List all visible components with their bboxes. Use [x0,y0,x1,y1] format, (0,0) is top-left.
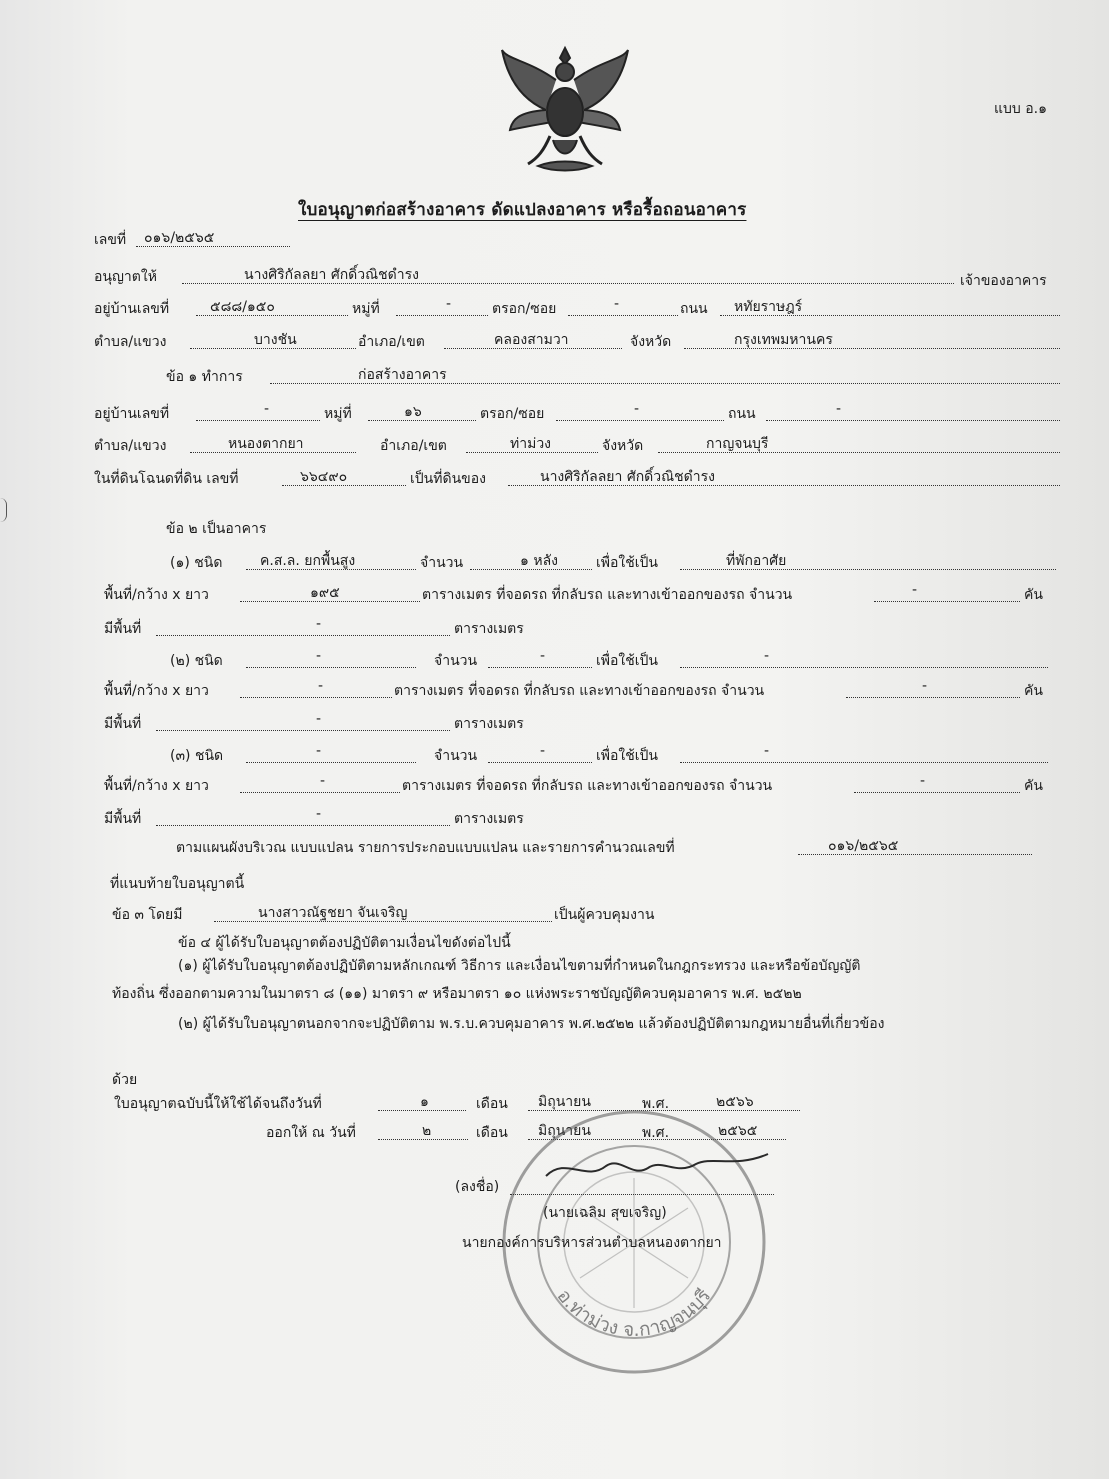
building-parking-label: ตารางเมตร ที่จอดรถ ที่กลับรถ และทางเข้าออกของรถ จำนวน [394,683,765,699]
building-1-parking: - [912,582,918,598]
parking-unit: คัน [1024,683,1043,699]
site-house-no: - [264,401,270,417]
issued-day: ๒ [422,1123,432,1139]
owner-house-no: ๕๘๘/๑๕๐ [210,299,275,315]
plan-text: ตามแผนผังบริเวณ แบบแปลน รายการประกอบแบบแปลน และรายการคำนวณเลขที่ [176,840,675,856]
plan-number: ๐๑๖/๒๕๖๕ [828,838,899,854]
site-road: - [836,401,842,417]
building-area-label: พื้นที่/กว้าง x ยาว [104,587,209,603]
site-soi: - [634,401,640,417]
owner-province: กรุงเทพมหานคร [734,332,833,348]
floor-unit: ตารางเมตร [454,811,524,827]
site-address-row1 [94,403,1064,427]
moo-label: หมู่ที่ [352,301,380,317]
province-label: จังหวัด [630,334,672,350]
site-tambon: หนองตากยา [228,436,304,452]
land-deed-number: ๖๖๔๙๐ [300,469,348,485]
amphoe-label: อำเภอ/เขต [358,334,425,350]
validity-year-label: พ.ศ. [642,1096,670,1112]
owner-row [94,266,1064,290]
building-3-parking: - [920,773,926,789]
site-soi-label: ตรอก/ซอย [480,406,545,422]
owner-address-row2 [94,331,1064,355]
permit-number: ๐๑๖/๒๕๖๕ [144,230,215,246]
handwritten-signature [536,1148,776,1188]
signatory-name: (นายเฉลิม สุขเจริญ) [543,1205,667,1221]
building-3-area-row [104,775,1054,799]
owner-tambon: บางชัน [254,332,297,348]
house-no-label: อยู่บ้านเลขที่ [94,301,170,317]
site-moo: ๑๖ [404,404,422,420]
building-1-floor-row [104,618,554,642]
building-2-count: - [540,648,546,664]
building-parking-label: ตารางเมตร ที่จอดรถ ที่กลับรถ และทางเข้าออกของรถ จำนวน [422,587,793,603]
building-2-type-row [170,650,1060,674]
owner-moo: - [446,296,452,312]
plan-attachment-text: ที่แนบท้ายใบอนุญาตนี้ [110,876,245,892]
document-title: ใบอนุญาตก่อสร้างอาคาร ดัดแปลงอาคาร หรือรื้อถอนอาคาร [298,200,747,220]
land-owner-label: เป็นที่ดินของ [410,471,486,487]
building-type-label: (๒) ชนิด [170,653,223,669]
condition-1-line1: (๑) ผู้ได้รับใบอนุญาตต้องปฏิบัติตามหลักเกณฑ์ วิธีการ และเงื่อนไขตามที่กำหนดในกฎกระทรวง และหรือข้อบัญญัติ [178,958,861,974]
building-use-label: เพื่อใช้เป็น [596,748,659,764]
floor-unit: ตารางเมตร [454,621,524,637]
building-2-area-row [104,680,1054,704]
building-3-type-row [170,745,1060,769]
site-address-row2 [94,435,1064,459]
building-1-floor: - [316,616,322,632]
site-house-label: อยู่บ้านเลขที่ [94,406,170,422]
building-area-label: พื้นที่/กว้าง x ยาว [104,778,209,794]
condition-2-line2: ด้วย [112,1072,138,1088]
owner-address-row1 [94,298,1064,322]
floor-label: มีพื้นที่ [104,716,142,732]
parking-unit: คัน [1024,778,1043,794]
floor-unit: ตารางเมตร [454,716,524,732]
validity-month-label: เดือน [476,1096,508,1112]
building-2-area: - [318,678,324,694]
issued-month-label: เดือน [476,1125,508,1141]
building-1-count: ๑ หลัง [520,553,558,569]
permit-number-label: เลขที่ [94,232,127,248]
site-road-label: ถนน [728,406,756,422]
building-2-type: - [316,648,322,664]
building-2-floor-row [104,713,554,737]
owner-soi: - [614,296,620,312]
signatory-position: นายกองค์การบริหารส่วนตำบลหนองตากยา [462,1235,722,1251]
building-use-label: เพื่อใช้เป็น [596,555,659,571]
owner-road: หทัยราษฎร์ [734,299,803,315]
site-amphoe-label: อำเภอ/เขต [380,438,447,454]
issued-year: ๒๕๖๕ [718,1123,758,1139]
owner-amphoe: คลองสามวา [494,332,569,348]
building-use-label: เพื่อใช้เป็น [596,653,659,669]
form-code: แบบ อ.๑ [994,101,1047,117]
floor-label: มีพื้นที่ [104,811,142,827]
building-1-use: ที่พักอาศัย [726,553,787,569]
parking-unit: คัน [1024,587,1043,603]
site-tambon-label: ตำบล/แขวง [94,438,167,454]
building-2-floor: - [316,711,322,727]
stamp-text: อ.ท่าม่วง จ.กาญจนบุรี [552,1285,716,1342]
issued-month: มิถุนายน [538,1123,591,1139]
building-count-label: จำนวน [434,748,478,764]
validity-month: มิถุนายน [538,1094,591,1110]
plan-row [176,837,1036,861]
building-3-count: - [540,743,546,759]
building-type-label: (๓) ชนิด [170,748,224,764]
site-amphoe: ท่าม่วง [510,436,552,452]
garuda-emblem-icon [498,40,632,175]
road-label: ถนน [680,301,708,317]
building-3-area: - [320,773,326,789]
building-1-area: ๑๙๕ [310,585,340,601]
condition-1-line2: ท้องถิ่น ซึ่งออกตามความในมาตรา ๘ (๑๑) มาตรา ๙ หรือมาตรา ๑๐ แห่งพระราชบัญญัติควบคุมอาคาร พ.ศ. ๒๕๒๒ [112,986,802,1002]
issued-year-label: พ.ศ. [642,1125,670,1141]
item4-label: ข้อ ๔ ผู้ได้รับใบอนุญาตต้องปฏิบัติตามเงื่อนไขดังต่อไปนี้ [178,935,511,951]
item1-value: ก่อสร้างอาคาร [358,367,447,383]
owner-suffix: เจ้าของอาคาร [960,273,1047,289]
validity-year: ๒๕๖๖ [716,1094,754,1110]
building-3-floor: - [316,806,322,822]
building-3-use: - [764,743,770,759]
building-area-label: พื้นที่/กว้าง x ยาว [104,683,209,699]
item3-row [112,904,712,928]
land-deed-label: ในที่ดินโฉนดที่ดิน เลขที่ [94,471,239,487]
item3-suffix: เป็นผู้ควบคุมงาน [554,907,655,923]
building-count-label: จำนวน [420,555,464,571]
building-type-label: (๑) ชนิด [170,555,223,571]
building-parking-label: ตารางเมตร ที่จอดรถ ที่กลับรถ และทางเข้าออกของรถ จำนวน [402,778,773,794]
building-3-floor-row [104,808,554,832]
building-count-label: จำนวน [434,653,478,669]
site-province-label: จังหวัด [602,438,644,454]
owner-name: นางศิริกัลลยา ศักดิ์วณิชดำรง [244,267,419,283]
land-deed-row [94,468,1064,492]
tambon-label: ตำบล/แขวง [94,334,167,350]
punch-hole-mark [0,498,7,522]
item3-label: ข้อ ๓ โดยมี [112,907,183,923]
issued-label: ออกให้ ณ วันที่ [266,1125,356,1141]
building-2-use: - [764,648,770,664]
building-1-type: ค.ส.ล. ยกพื้นสูง [260,553,356,569]
building-1-area-row [104,584,1054,608]
site-province: กาญจนบุรี [706,436,769,452]
supervisor-name: นางสาวณัฐชยา จันเจริญ [258,905,408,921]
floor-label: มีพื้นที่ [104,621,142,637]
soi-label: ตรอก/ซอย [492,301,557,317]
item2-label: ข้อ ๒ เป็นอาคาร [166,521,267,537]
validity-label: ใบอนุญาตฉบับนี้ให้ใช้ได้จนถึงวันที่ [114,1096,322,1112]
owner-label: อนุญาตให้ [94,269,157,285]
item1-label: ข้อ ๑ ทำการ [166,369,243,385]
signature-label: (ลงชื่อ) [455,1179,500,1195]
building-1-type-row [170,552,1060,576]
item1-row [166,366,1064,390]
building-3-type: - [316,743,322,759]
permit-number-row [94,229,294,253]
building-2-parking: - [922,678,928,694]
condition-2-line1: (๒) ผู้ได้รับใบอนุญาตนอกจากจะปฏิบัติตาม พ.ร.บ.ควบคุมอาคาร พ.ศ.๒๕๒๒ แล้วต้องปฏิบัติตามกฎหมายอื่นที่เกี่ยวข้อง [178,1016,885,1032]
land-owner: นางศิริกัลลยา ศักดิ์วณิชดำรง [540,469,715,485]
validity-day: ๑ [420,1094,429,1110]
site-moo-label: หมู่ที่ [324,406,352,422]
